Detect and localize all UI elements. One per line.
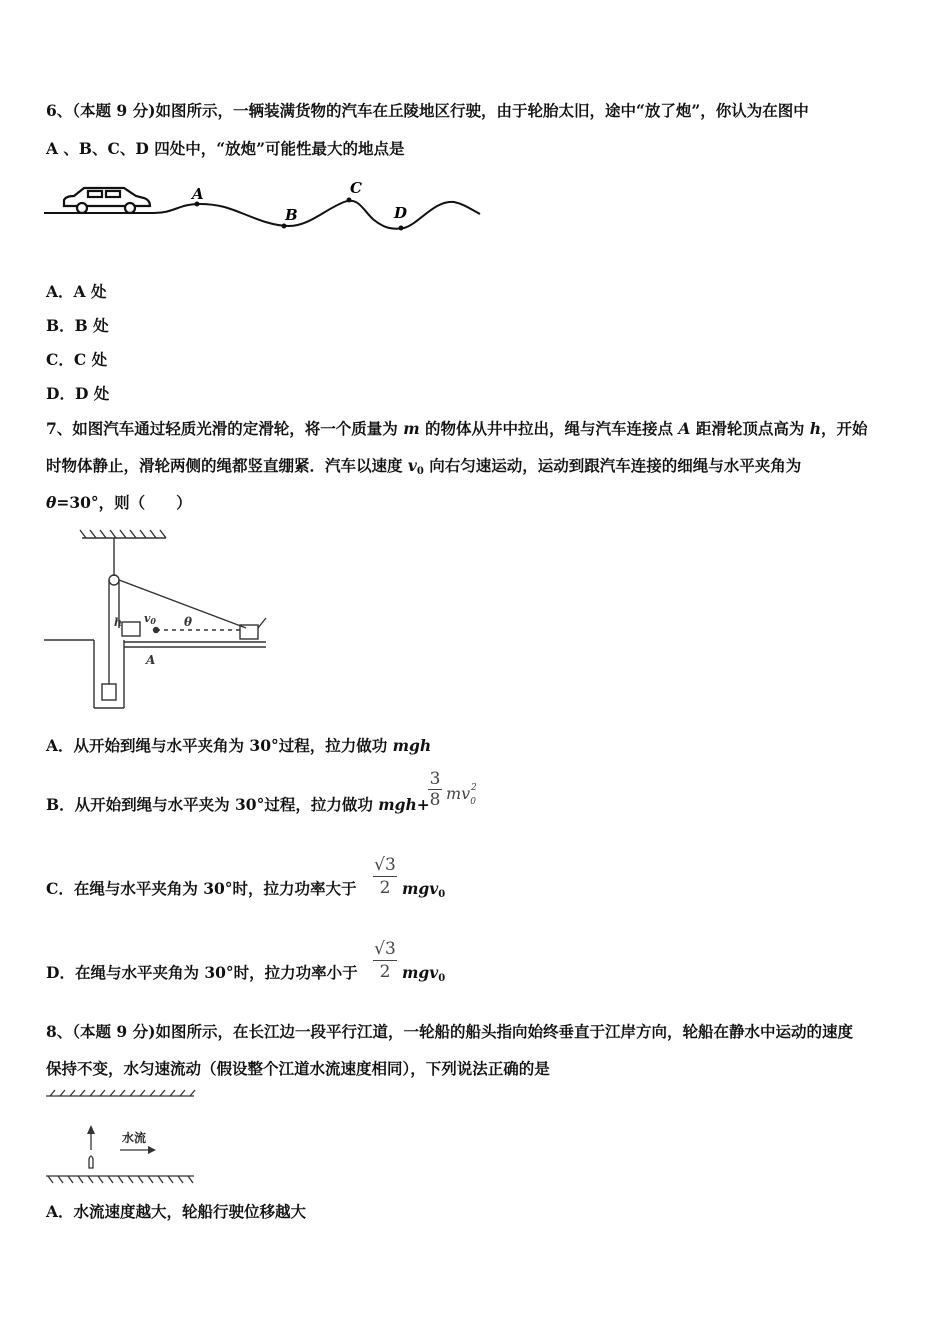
q6-option-b[interactable]: B．B 处: [46, 316, 109, 335]
q6-option-d[interactable]: D．D 处: [46, 384, 110, 403]
q6-hill-figure: [44, 176, 484, 236]
q6-option-a[interactable]: A．A 处: [46, 282, 107, 301]
q7-option-c[interactable]: C．在绳与水平夹角为 30°时，拉力功率大于: [46, 879, 357, 898]
point-c-label: C: [350, 179, 362, 197]
point-b-label: B: [285, 206, 298, 224]
q6-stem-line2: A 、B、C、D 四处中，“放炮”可能性最大的地点是: [46, 139, 405, 158]
q7-option-d-expr: mgv$_0$: [402, 963, 446, 984]
q6-stem-line1: 6、（本题 9 分)如图所示，一辆装满货物的汽车在丘陵地区行驶，由于轮胎太旧，途中“放了炮”，你认为在图中: [46, 101, 809, 120]
car-icon: [64, 188, 150, 213]
flow-label: 水流: [122, 1131, 147, 1145]
point-a-label: A: [192, 185, 204, 203]
boat-shape: [89, 1156, 93, 1168]
q8-stem-line2: 保持不变，水匀速流动（假设整个江道水流速度相同），下列说法正确的是: [46, 1059, 550, 1078]
q7-option-d[interactable]: D．在绳与水平夹角为 30°时，拉力功率小于: [46, 963, 358, 982]
q7-option-d-fraction: $\frac{√3}{2}$: [374, 939, 396, 982]
q7-option-b[interactable]: B．从开始到绳与水平夹为 30°过程，拉力做功 mgh+: [46, 795, 430, 814]
point-d-label: D: [394, 204, 408, 222]
q6-option-c[interactable]: C．C 处: [46, 350, 108, 369]
q7-stem-line2: 时物体静止，滑轮两侧的绳都竖直绷紧．汽车以速度 $v_0$ 向右匀速运动，运动到跟汽车连接的细绳与水平夹角为: [46, 456, 802, 477]
q8-stem-line1: 8、（本题 9 分)如图所示，在长江边一段平行江道，一轮船的船头指向始终垂直于江岸方向，轮船在静水中运动的速度: [46, 1022, 853, 1041]
v0-label: v0: [144, 612, 156, 626]
q7-stem-line1: 7、如图汽车通过轻质光滑的定滑轮，将一个质量为 m 的物体从井中拉出，绳与汽车连接点 A 距滑轮顶点高为 h，开始: [46, 419, 868, 438]
a-point-label: A: [146, 653, 156, 667]
q7-stem-line3: θ=30°，则（ ）: [46, 493, 192, 512]
q8-river-figure: [44, 1088, 199, 1188]
q7-option-b-fraction: $\frac{3}{8}$: [429, 769, 441, 810]
q7-option-b-mv: $mv_0^2$: [446, 783, 477, 807]
theta-label: θ: [184, 615, 193, 629]
h-label: h: [114, 616, 122, 629]
q7-pulley-figure: [44, 528, 269, 713]
q7-option-c-expr: mgv$_0$: [402, 879, 446, 900]
q7-option-c-fraction: $\frac{√3}{2}$: [374, 855, 396, 898]
q7-option-a[interactable]: A．从开始到绳与水平夹角为 30°过程，拉力做功 mgh: [46, 736, 432, 755]
q8-option-a[interactable]: A．水流速度越大，轮船行驶位移越大: [46, 1202, 307, 1221]
